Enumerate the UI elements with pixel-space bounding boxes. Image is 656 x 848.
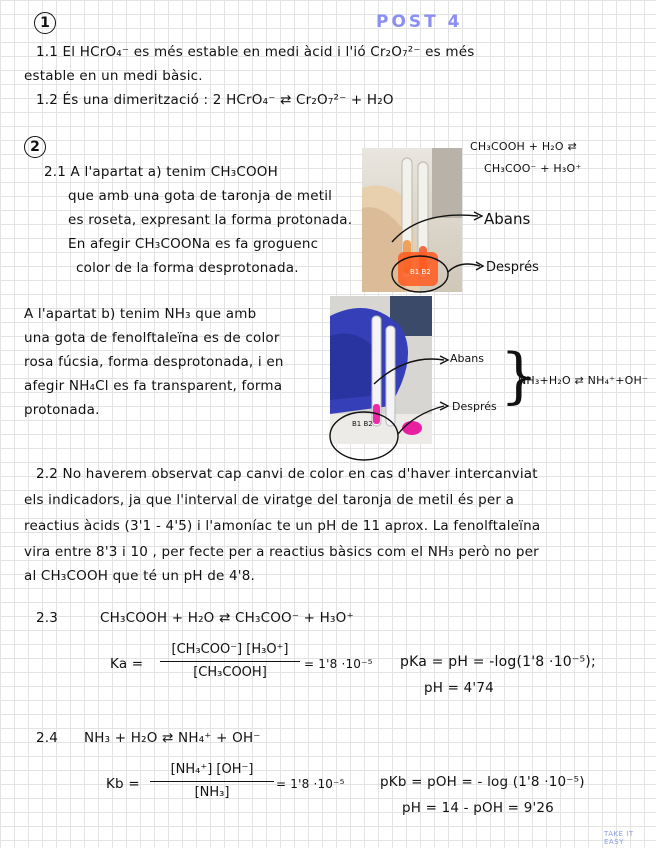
section-2-2-line-4: vira entre 8'3 i 10 , per fecte per a reactius bàsics com el NH₃ però no per <box>24 544 539 560</box>
photo-tube-label-b: B1 B2 <box>352 420 373 428</box>
section-2-2-line-1: 2.2 No haverem observat cap canvi de color en cas d'haver intercanviat <box>36 466 538 482</box>
pka-expression: pKa = pH = -log(1'8 ·10⁻⁵); <box>400 654 596 670</box>
kb-label: Kb = <box>106 776 140 792</box>
section-1-1-line-2: estable en un medi bàsic. <box>24 68 203 84</box>
ph-result-2-3: pH = 4'74 <box>424 680 494 696</box>
kb-numerator: [NH₄⁺] [OH⁻] <box>170 762 254 777</box>
kb-denominator: [NH₃] <box>194 785 230 800</box>
section-2-2-line-5: al CH₃COOH que té un pH de 4'8. <box>24 568 255 584</box>
section-2-1-b-line-5: protonada. <box>24 402 100 418</box>
section-1-marker: 1 <box>34 12 56 34</box>
arrows-b <box>326 340 456 468</box>
section-2-1-a-line-3: es roseta, expresant la forma protonada. <box>68 212 353 228</box>
section-2-1-a-line-1: 2.1 A l'apartat a) tenim CH₃COOH <box>44 164 278 180</box>
eq-ammonia: NH₃+H₂O ⇄ NH₄⁺+OH⁻ <box>518 374 648 387</box>
ka-numerator: [CH₃COO⁻] [H₃O⁺] <box>171 642 289 657</box>
section-2-3-label: 2.3 <box>36 610 59 626</box>
kb-value: = 1'8 ·10⁻⁵ <box>276 777 345 791</box>
section-2-3-equation: CH₃COOH + H₂O ⇄ CH₃COO⁻ + H₃O⁺ <box>100 610 354 626</box>
photo-tube-label-a: B1 B2 <box>410 268 431 276</box>
section-2-2-line-3: reactius àcids (3'1 - 4'5) i l'amoníac te un pH de 11 aprox. La fenolftaleïna <box>24 518 541 534</box>
label-abans-a: Abans <box>484 210 531 228</box>
section-2-1-b-line-1: A l'apartat b) tenim NH₃ que amb <box>24 306 257 322</box>
section-2-1-b-line-3: rosa fúcsia, forma desprotonada, i en <box>24 354 284 370</box>
eq-acetic-line-1: CH₃COOH + H₂O ⇄ <box>470 140 577 153</box>
section-2-4-equation: NH₃ + H₂O ⇄ NH₄⁺ + OH⁻ <box>84 730 261 746</box>
pkb-expression: pKb = pOH = - log (1'8 ·10⁻⁵) <box>380 774 585 790</box>
label-despres-a: Després <box>486 260 539 275</box>
ka-value: = 1'8 ·10⁻⁵ <box>304 657 373 671</box>
watermark: TAKE IT EASY <box>604 830 634 846</box>
arrows-a <box>390 200 486 296</box>
section-2-2-line-2: els indicadors, ja que l'interval de viratge del taronja de metil és per a <box>24 492 515 508</box>
label-despres-b: Després <box>452 400 497 413</box>
label-abans-b: Abans <box>450 352 484 365</box>
eq-acetic-line-2: CH₃COO⁻ + H₃O⁺ <box>484 162 582 175</box>
brace-b: } <box>500 341 539 411</box>
page-title: POST 4 <box>376 12 463 32</box>
section-2-1-a-line-4: En afegir CH₃COONa es fa groguenc <box>68 236 319 252</box>
ka-label: Ka = <box>110 656 144 672</box>
section-2-1-b-line-4: afegir NH₄Cl es fa transparent, forma <box>24 378 283 394</box>
section-1-1-line-1: 1.1 El HCrO₄⁻ es més estable en medi àcid i l'ió Cr₂O₇²⁻ es més <box>36 44 475 60</box>
kb-fraction <box>150 762 274 801</box>
ph-result-2-4: pH = 14 - pOH = 9'26 <box>402 800 554 816</box>
ka-fraction <box>160 642 300 681</box>
section-2-4-label: 2.4 <box>36 730 59 746</box>
section-2-marker: 2 <box>24 136 46 158</box>
section-2-1-b-line-2: una gota de fenolftaleïna es de color <box>24 330 280 346</box>
section-1-2-line: 1.2 És una dimerització : 2 HCrO₄⁻ ⇄ Cr₂O₇²⁻ + H₂O <box>36 92 394 108</box>
section-2-1-a-line-2: que amb una gota de taronja de metil <box>68 188 333 204</box>
ka-denominator: [CH₃COOH] <box>193 665 267 680</box>
section-2-1-a-line-5: color de la forma desprotonada. <box>76 260 299 276</box>
